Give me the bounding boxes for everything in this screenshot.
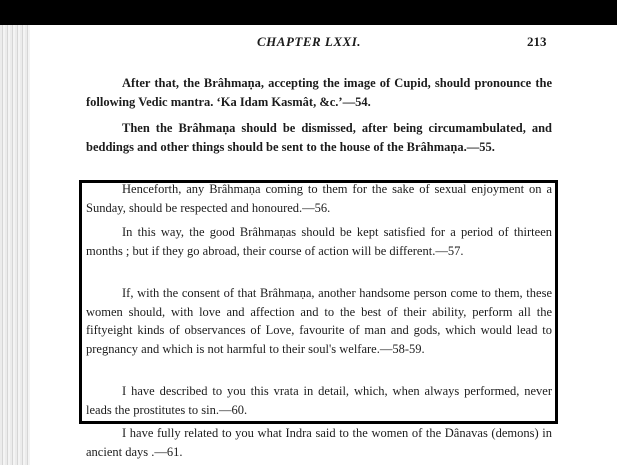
paragraph-56: Henceforth, any Brâhmaṇa coming to them for the sake of sexual enjoyment on a Sunday, should be respected and honoured.—56. xyxy=(86,182,552,215)
paragraph-55: Then the Brâhmaṇa should be dismissed, after being circumambulated, and beddings and other things should be sent to the house of the Brâhmaṇa.—55. xyxy=(86,121,552,154)
page-number: 213 xyxy=(527,34,547,49)
paragraph-54: After that, the Brâhmaṇa, accepting the image of Cupid, should pronounce the following Vedic mantra. ‘Ka Idam Kasmât, &c.’—54. xyxy=(86,76,552,109)
top-black-bar xyxy=(0,0,617,25)
paragraph-58-59: If, with the consent of that Brâhmaṇa, another handsome person come to them, these women should, with love and affection and to the best of their ability, perform all the fiftyeight kinds of observances of Love, favourite of man and gods, which would lead to pregnancy and which is not harmful to their soul's welfare.—58-59. xyxy=(86,286,552,356)
paragraph-60: I have described to you this vrata in detail, which, when always performed, never leads the prostitutes to sin.—60. xyxy=(86,384,552,417)
chapter-heading: CHAPTER LXXI. xyxy=(257,34,362,49)
paragraph-57: In this way, the good Brâhmaṇas should be kept satisfied for a period of thirteen months ; but if they go abroad, their course of action will be different.—57. xyxy=(86,225,552,258)
page-gutter xyxy=(0,25,30,465)
paragraph-61: I have fully related to you what Indra said to the women of the Dânavas (demons) in ancient days .—61. xyxy=(86,426,552,459)
